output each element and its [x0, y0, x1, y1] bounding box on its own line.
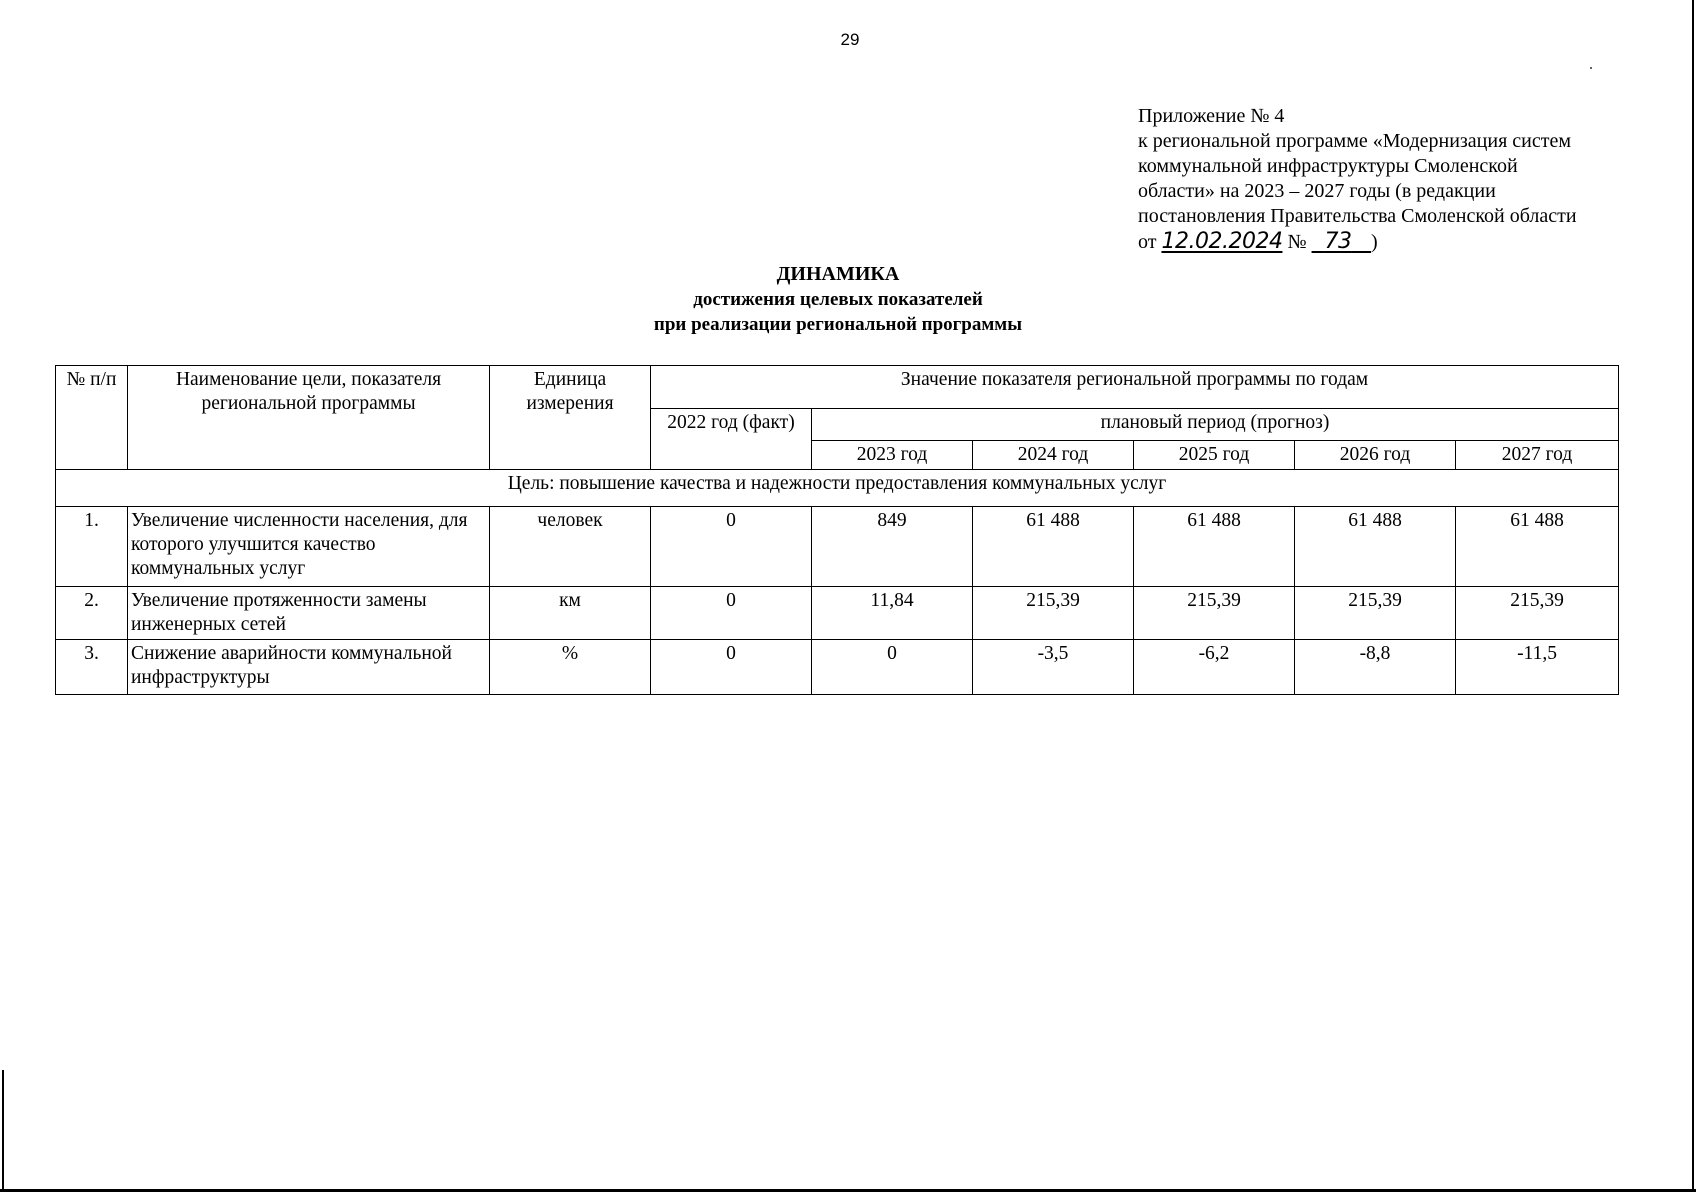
scan-border-left — [2, 1070, 4, 1190]
date-prefix: от — [1138, 231, 1157, 253]
heading-title: ДИНАМИКА — [776, 263, 900, 285]
cell-value: 61 488 — [1295, 507, 1456, 587]
header-year: 2026 год — [1295, 441, 1456, 470]
cell-fact: 0 — [651, 507, 812, 587]
scan-border-right — [1692, 0, 1694, 1192]
header-year: 2027 год — [1456, 441, 1619, 470]
cell-value: 215,39 — [1295, 587, 1456, 640]
goal-row: Цель: повышение качества и надежности предоставления коммунальных услуг — [56, 470, 1619, 507]
appendix-line-4: области» на 2023 – 2027 годы (в редакции — [1138, 180, 1496, 202]
appendix-line-3: коммунальной инфраструктуры Смоленской — [1138, 155, 1518, 177]
table-row — [56, 640, 1619, 695]
header-plan: плановый период (прогноз) — [812, 409, 1619, 441]
page-number: 29 — [840, 30, 860, 49]
scan-speck — [1590, 67, 1592, 69]
cell-unit: % — [490, 640, 651, 695]
header-year: 2024 год — [973, 441, 1134, 470]
cell-value: 61 488 — [973, 507, 1134, 587]
cell-value: 61 488 — [1456, 507, 1619, 587]
close-paren: ) — [1371, 231, 1378, 253]
cell-value: 61 488 — [1134, 507, 1295, 587]
header-name: Наименование цели, показателя региональной программы — [128, 366, 490, 470]
cell-fact: 0 — [651, 587, 812, 640]
document-heading — [560, 262, 1116, 337]
header-year: 2025 год — [1134, 441, 1295, 470]
header-fact: 2022 год (факт) — [651, 409, 812, 470]
appendix-line-5: постановления Правительства Смоленской области — [1138, 205, 1577, 227]
cell-value: 11,84 — [812, 587, 973, 640]
cell-value: 215,39 — [1456, 587, 1619, 640]
header-year: 2023 год — [812, 441, 973, 470]
cell-value: 849 — [812, 507, 973, 587]
header-num: № п/п — [56, 366, 128, 470]
appendix-note — [1138, 104, 1658, 255]
table-row — [56, 587, 1619, 640]
table-row — [56, 507, 1619, 587]
cell-fact: 0 — [651, 640, 812, 695]
cell-name: Снижение аварийности коммунальной инфраструктуры — [128, 640, 490, 695]
handwritten-number-value: 73 — [1324, 229, 1352, 254]
cell-unit: км — [490, 587, 651, 640]
cell-value: 215,39 — [1134, 587, 1295, 640]
cell-value: 0 — [812, 640, 973, 695]
cell-num: 2. — [56, 587, 128, 640]
heading-line-3: при реализации региональной программы — [653, 314, 1023, 335]
appendix-line-1: Приложение № 4 — [1138, 105, 1285, 127]
cell-value: -3,5 — [973, 640, 1134, 695]
cell-name: Увеличение протяженности замены инженерных сетей — [128, 587, 490, 640]
appendix-line-2: к региональной программе «Модернизация систем — [1138, 130, 1572, 152]
cell-value: -8,8 — [1295, 640, 1456, 695]
handwritten-date: 12.02.2024 — [1161, 229, 1283, 254]
indicators-table — [55, 365, 1619, 695]
number-label: № — [1287, 231, 1307, 253]
header-values: Значение показателя региональной программы по годам — [651, 366, 1619, 409]
appendix-date-line — [1138, 229, 1658, 255]
cell-value: -11,5 — [1456, 640, 1619, 695]
cell-num: 1. — [56, 507, 128, 587]
cell-value: 215,39 — [973, 587, 1134, 640]
handwritten-number — [1312, 229, 1371, 254]
header-unit: Единица измерения — [490, 366, 651, 470]
cell-name: Увеличение численности населения, для которого улучшится качество коммунальных услуг — [128, 507, 490, 587]
cell-num: 3. — [56, 640, 128, 695]
heading-line-2: достижения целевых показателей — [693, 289, 983, 310]
scan-border-bottom — [0, 1189, 1696, 1192]
cell-unit: человек — [490, 507, 651, 587]
cell-value: -6,2 — [1134, 640, 1295, 695]
